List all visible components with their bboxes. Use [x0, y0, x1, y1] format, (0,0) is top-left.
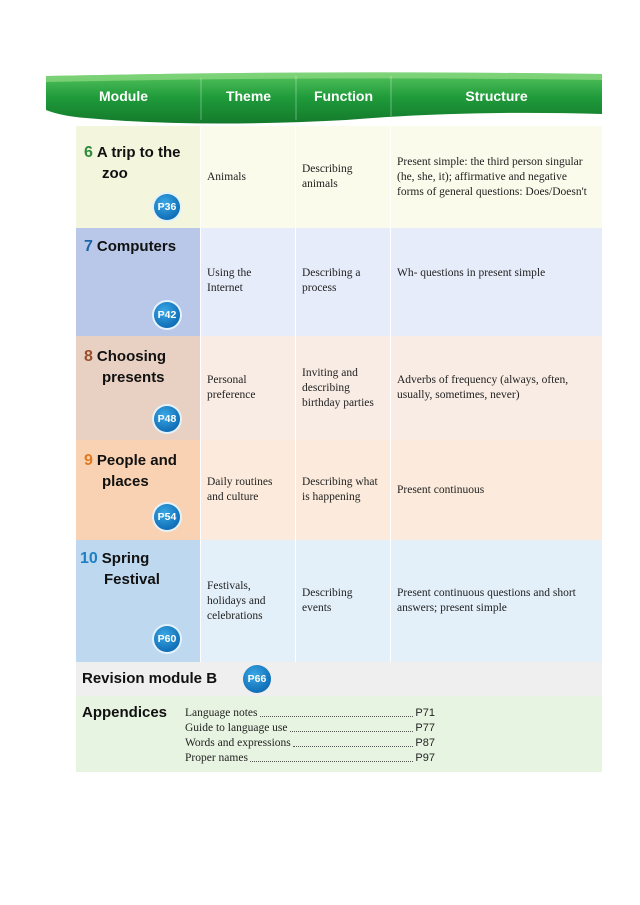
appendix-page: P97 [415, 752, 435, 764]
module-row-6 [76, 126, 602, 228]
module-cell [76, 540, 201, 662]
list-item[interactable] [185, 721, 435, 736]
leader-dots [293, 736, 414, 747]
module-cell [76, 440, 201, 540]
structure-cell [391, 540, 602, 662]
theme-cell [201, 126, 296, 228]
module-cell [76, 336, 201, 440]
module-row-8 [76, 336, 602, 440]
theme-text: Daily routines and culture [207, 476, 273, 503]
header-function: Function [313, 88, 374, 104]
header-theme: Theme [225, 88, 272, 104]
module-title[interactable] [84, 346, 166, 388]
structure-text: Present simple: the third person singular (he, she, it); affirmative and negative forms of general questions: Does/Doesn't [397, 155, 587, 198]
module-title-line2: zoo [102, 165, 128, 182]
appendix-page: P87 [415, 737, 435, 749]
module-cell [76, 228, 201, 336]
list-item[interactable] [185, 706, 435, 721]
list-item[interactable] [185, 751, 435, 766]
structure-text: Present continuous questions and short answers; present simple [397, 587, 576, 614]
theme-text: Festivals, holidays and celebrations [207, 579, 266, 622]
structure-cell [391, 440, 602, 540]
module-title-line1: Spring [101, 550, 150, 567]
appendix-page: P77 [415, 722, 435, 734]
function-cell [296, 540, 391, 662]
table-header [76, 70, 602, 126]
appendix-page: P71 [415, 707, 435, 719]
page-badge[interactable]: P42 [154, 302, 180, 328]
structure-cell [391, 126, 602, 228]
theme-text: Personal preference [207, 374, 256, 401]
leader-dots [290, 721, 414, 732]
theme-text: Animals [207, 170, 246, 183]
list-item[interactable] [185, 736, 435, 751]
function-cell [296, 126, 391, 228]
module-title[interactable] [80, 548, 160, 590]
module-cell [76, 126, 201, 228]
module-title-line1: Choosing [96, 348, 167, 365]
module-number: 10 [80, 550, 98, 567]
appendices-row [76, 696, 602, 772]
page-badge[interactable]: P60 [154, 626, 180, 652]
header-structure: Structure [465, 88, 528, 104]
structure-cell [391, 228, 602, 336]
appendix-label: Language notes [185, 707, 258, 719]
appendix-label: Proper names [185, 752, 248, 764]
structure-text: Adverbs of frequency (always, often, usually, sometimes, never) [397, 374, 569, 401]
function-text: Describing animals [302, 163, 353, 190]
theme-cell [201, 228, 296, 336]
appendices-list [185, 706, 435, 766]
structure-text: Wh- questions in present simple [397, 267, 546, 279]
function-text: Describing a process [302, 267, 361, 294]
module-number: 8 [84, 348, 93, 365]
module-title-line2: presents [102, 369, 165, 386]
appendices-title: Appendices [82, 704, 168, 721]
revision-row [76, 662, 602, 696]
module-title-line2: places [102, 473, 149, 490]
header-module: Module [99, 88, 148, 104]
leader-dots [260, 706, 414, 717]
function-cell [296, 440, 391, 540]
module-number: 9 [84, 452, 93, 469]
function-text: Describing events [302, 587, 353, 614]
module-title[interactable] [84, 450, 177, 492]
theme-cell [201, 440, 296, 540]
theme-cell [201, 540, 296, 662]
function-text: Inviting and describing birthday parties [302, 366, 374, 409]
page-badge[interactable]: P54 [154, 504, 180, 530]
theme-text: Using the Internet [207, 267, 252, 294]
module-title-line1: A trip to the [96, 144, 181, 161]
page-badge[interactable]: P48 [154, 406, 180, 432]
module-number: 6 [84, 144, 93, 161]
appendix-label: Guide to language use [185, 722, 288, 734]
appendix-label: Words and expressions [185, 737, 291, 749]
module-number: 7 [84, 238, 93, 255]
page-badge[interactable]: P36 [154, 194, 180, 220]
module-title-line1: Computers [96, 238, 177, 255]
leader-dots [250, 751, 414, 762]
function-cell [296, 228, 391, 336]
function-text: Describing what is happening [302, 476, 378, 503]
module-title[interactable] [84, 142, 181, 184]
module-title[interactable] [84, 236, 176, 257]
theme-cell [201, 336, 296, 440]
module-row-10 [76, 540, 602, 662]
structure-cell [391, 336, 602, 440]
module-title-line2: Festival [104, 571, 160, 588]
module-row-9 [76, 440, 602, 540]
structure-text: Present continuous [397, 483, 485, 496]
function-cell [296, 336, 391, 440]
page-badge[interactable]: P66 [243, 665, 271, 693]
module-row-7 [76, 228, 602, 336]
module-title-line1: People and [96, 452, 177, 469]
contents-table [76, 70, 602, 772]
revision-title[interactable]: Revision module B [82, 670, 218, 687]
